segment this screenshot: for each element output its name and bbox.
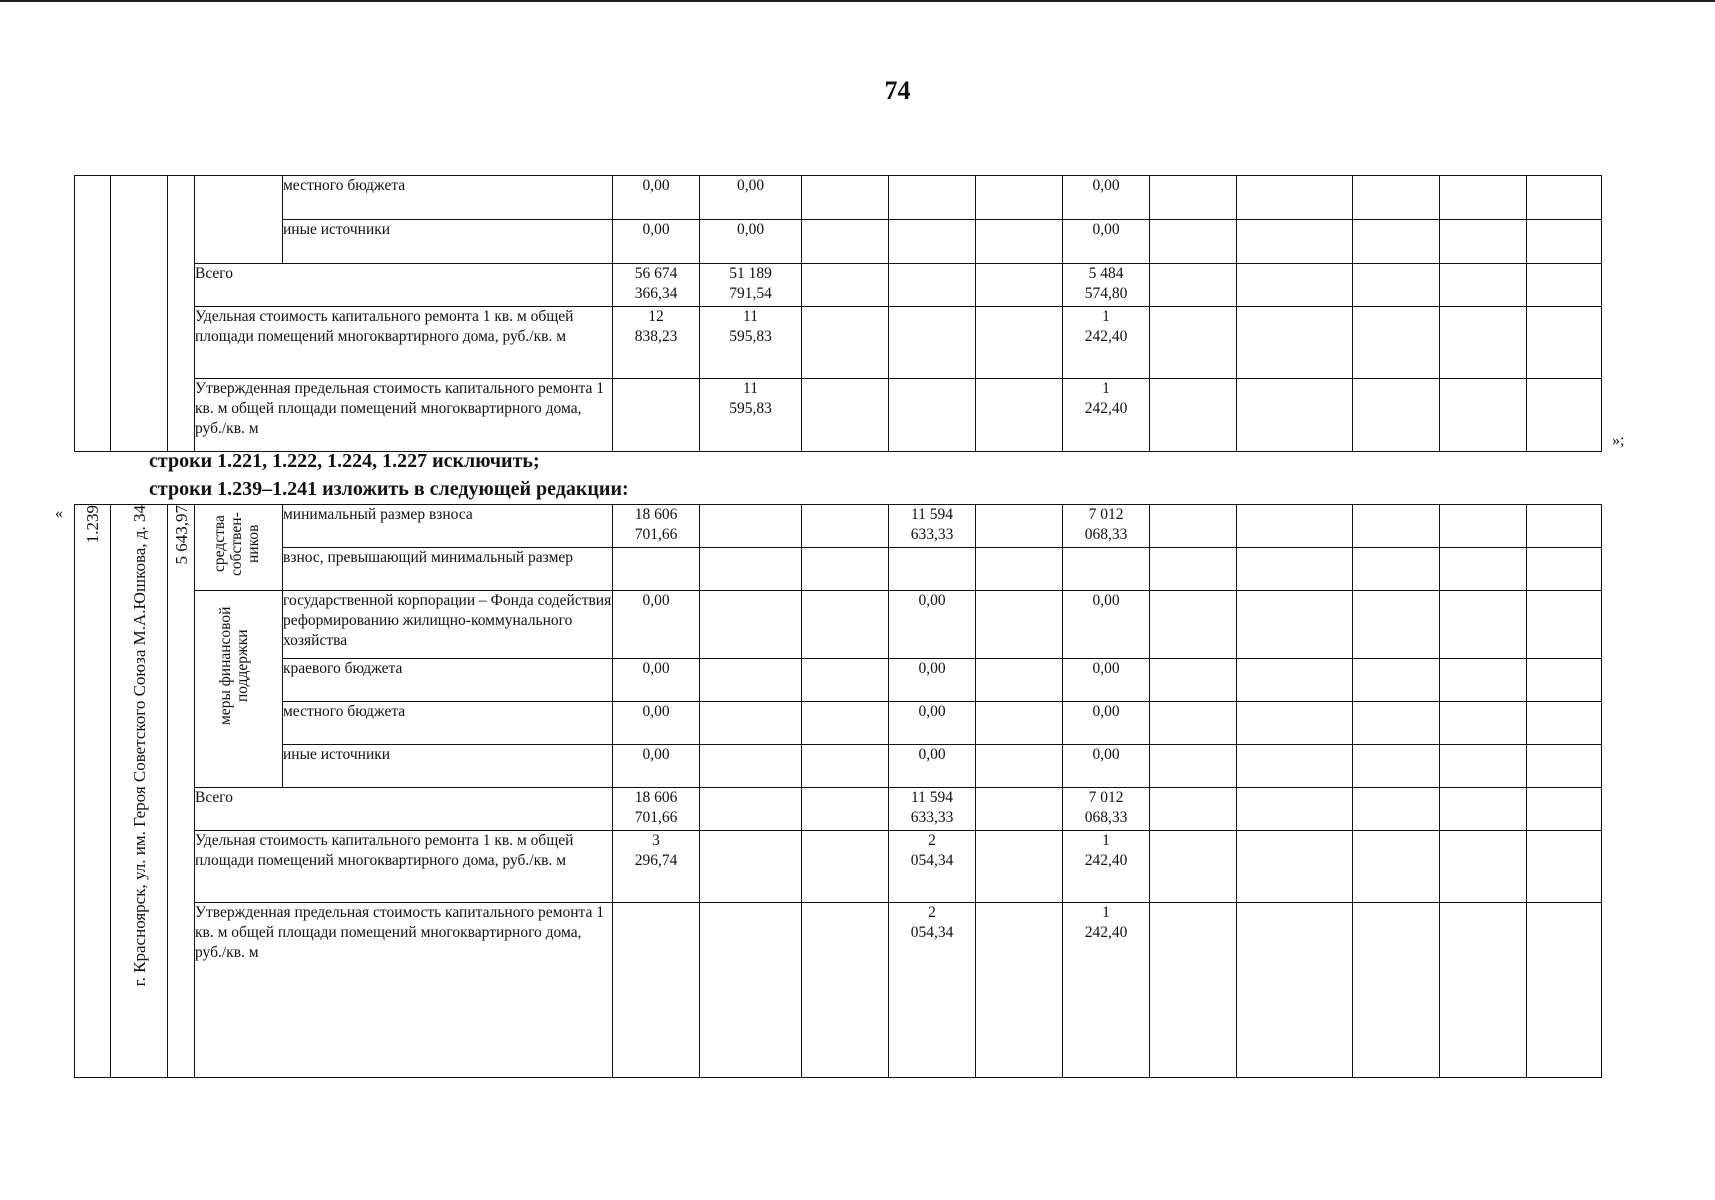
cell-empty: [1237, 548, 1353, 591]
value-cell: 5 484 574,80: [1063, 264, 1150, 307]
cell-empty: [802, 379, 889, 452]
cell-empty: [802, 788, 889, 831]
cell-empty: [1150, 659, 1237, 702]
cell-empty: [700, 788, 802, 831]
cell-empty: [889, 220, 976, 264]
cell-empty: [700, 903, 802, 1078]
cell-empty: [1063, 548, 1150, 591]
cell-empty: [1150, 745, 1237, 788]
cell-empty: [700, 591, 802, 659]
cell-empty: [1353, 659, 1440, 702]
cell-empty: [1527, 788, 1602, 831]
row-label: краевого бюджета: [283, 659, 613, 702]
cell-empty: [613, 903, 700, 1078]
cell-empty: [1150, 307, 1237, 379]
cell-empty: [700, 745, 802, 788]
cell-empty: [1237, 788, 1353, 831]
cell-empty: [1440, 220, 1527, 264]
cell-empty: [1440, 903, 1527, 1078]
table-row: [75, 264, 1602, 307]
cell-empty: [802, 702, 889, 745]
cell-empty: [700, 831, 802, 903]
cell-empty: [976, 788, 1063, 831]
cell-empty: [1527, 505, 1602, 548]
cell-empty: [802, 591, 889, 659]
value-cell: 1 242,40: [1063, 831, 1150, 903]
cell-empty: [889, 548, 976, 591]
cell-empty: [1527, 702, 1602, 745]
value-cell: 18 606 701,66: [613, 505, 700, 548]
row-label: местного бюджета: [283, 176, 613, 220]
cell-empty: [802, 307, 889, 379]
cell-empty: [1353, 548, 1440, 591]
cell-empty: [1150, 220, 1237, 264]
cell-empty: [1150, 831, 1237, 903]
cell-empty: [1440, 379, 1527, 452]
table-row: [75, 831, 1602, 903]
value-cell: 0,00: [889, 745, 976, 788]
value-cell: 0,00: [1063, 659, 1150, 702]
row-label: Удельная стоимость капитального ремонта 1 кв. м общей площади помещений многоквартирного дома, руб./кв. м: [195, 831, 613, 903]
value-cell: 2 054,34: [889, 903, 976, 1078]
cell-empty: [1353, 176, 1440, 220]
cell-empty: [195, 176, 283, 264]
table-row: [75, 903, 1602, 1078]
cell-empty: [976, 176, 1063, 220]
cell-empty: [1527, 831, 1602, 903]
note-amend: строки 1.239–1.241 изложить в следующей редакции:: [149, 478, 629, 500]
cell-empty: [1440, 591, 1527, 659]
value-cell: 0,00: [613, 591, 700, 659]
cell-empty: [889, 379, 976, 452]
cell-empty: [976, 307, 1063, 379]
cell-empty: [1353, 264, 1440, 307]
value-cell: 0,00: [1063, 591, 1150, 659]
cell-empty: [1527, 220, 1602, 264]
cell-empty: [802, 220, 889, 264]
cell-empty: [75, 176, 111, 452]
row-label: Всего: [195, 788, 613, 831]
cell-empty: [1440, 307, 1527, 379]
cell-empty: [700, 505, 802, 548]
group-financial-support: меры финансовой поддержки: [195, 591, 283, 788]
value-cell: 11 595,83: [700, 307, 802, 379]
cell-empty: [1353, 220, 1440, 264]
value-cell: 0,00: [613, 702, 700, 745]
cell-empty: [1353, 903, 1440, 1078]
cell-empty: [1353, 831, 1440, 903]
cell-empty: [1440, 548, 1527, 591]
value-cell: 7 012 068,33: [1063, 788, 1150, 831]
value-cell: 0,00: [1063, 745, 1150, 788]
cell-empty: [1440, 176, 1527, 220]
value-cell: 18 606 701,66: [613, 788, 700, 831]
cell-empty: [613, 548, 700, 591]
table-row: [75, 702, 1602, 745]
cell-empty: [1527, 745, 1602, 788]
cell-empty: [1237, 831, 1353, 903]
cell-empty: [168, 176, 195, 452]
value-cell: 11 595,83: [700, 379, 802, 452]
value-cell: 0,00: [613, 220, 700, 264]
scan-border: [0, 0, 1715, 2]
row-label: Утвержденная предельная стоимость капитального ремонта 1 кв. м общей площади помещений многоквартирного дома, руб./кв. м: [195, 903, 613, 1078]
table-row: [75, 220, 1602, 264]
cell-empty: [1440, 745, 1527, 788]
cell-empty: [1237, 307, 1353, 379]
table-row: [75, 176, 1602, 220]
row-label: Удельная стоимость капитального ремонта 1 кв. м общей площади помещений многоквартирного дома, руб./кв. м: [195, 307, 613, 379]
cell-empty: [1150, 264, 1237, 307]
cell-empty: [802, 659, 889, 702]
value-cell: 0,00: [889, 702, 976, 745]
cell-empty: [1237, 176, 1353, 220]
cell-empty: [1527, 591, 1602, 659]
cell-empty: [976, 702, 1063, 745]
cell-empty: [1353, 745, 1440, 788]
cell-empty: [976, 591, 1063, 659]
cell-empty: [1440, 264, 1527, 307]
value-cell: 0,00: [700, 176, 802, 220]
row-label: Утвержденная предельная стоимость капитального ремонта 1 кв. м общей площади помещений многоквартирного дома, руб./кв. м: [195, 379, 613, 452]
cell-empty: [1237, 505, 1353, 548]
value-cell: 0,00: [889, 591, 976, 659]
row-label: иные источники: [283, 220, 613, 264]
cell-empty: [976, 659, 1063, 702]
group-owners-funds: средства собствен-ников: [195, 505, 283, 591]
cell-empty: [1527, 903, 1602, 1078]
cell-empty: [1150, 379, 1237, 452]
top-table: [74, 175, 1602, 452]
value-cell: 0,00: [700, 220, 802, 264]
cell-empty: [802, 176, 889, 220]
cell-empty: [1237, 591, 1353, 659]
cell-empty: [1150, 591, 1237, 659]
table-row: [75, 788, 1602, 831]
value-cell: 11 594 633,33: [889, 788, 976, 831]
opening-quote: «: [55, 505, 63, 522]
value-cell: 1 242,40: [1063, 903, 1150, 1078]
cell-empty: [1353, 307, 1440, 379]
cell-empty: [1527, 548, 1602, 591]
value-cell: 7 012 068,33: [1063, 505, 1150, 548]
cell-empty: [1440, 702, 1527, 745]
cell-empty: [976, 548, 1063, 591]
value-cell: 12 838,23: [613, 307, 700, 379]
cell-empty: [802, 903, 889, 1078]
cell-empty: [1440, 505, 1527, 548]
table-row: [75, 591, 1602, 659]
row-label: минимальный размер взноса: [283, 505, 613, 548]
value-cell: 0,00: [1063, 176, 1150, 220]
cell-empty: [1237, 264, 1353, 307]
cell-empty: [1440, 788, 1527, 831]
table-row: [75, 745, 1602, 788]
cell-empty: [700, 548, 802, 591]
cell-empty: [1237, 659, 1353, 702]
cell-empty: [802, 831, 889, 903]
note-exclude: строки 1.221, 1.222, 1.224, 1.227 исключить;: [149, 450, 540, 472]
cell-empty: [1237, 903, 1353, 1078]
cell-empty: [889, 264, 976, 307]
cell-empty: [889, 307, 976, 379]
value-cell: 0,00: [613, 176, 700, 220]
cell-empty: [1150, 548, 1237, 591]
table-row: [75, 505, 1602, 548]
cell-empty: [976, 903, 1063, 1078]
cell-empty: [700, 702, 802, 745]
cell-empty: [976, 831, 1063, 903]
cell-empty: [613, 379, 700, 452]
cell-empty: [976, 379, 1063, 452]
cell-empty: [1237, 745, 1353, 788]
cell-empty: [802, 745, 889, 788]
page-number: 74: [884, 76, 911, 105]
bottom-table: [74, 504, 1602, 1078]
cell-empty: [1440, 831, 1527, 903]
cell-empty: [111, 176, 168, 452]
row-number: 1.239: [75, 505, 111, 1078]
cell-empty: [700, 659, 802, 702]
cell-empty: [1353, 505, 1440, 548]
cell-empty: [1237, 702, 1353, 745]
cell-empty: [1353, 591, 1440, 659]
cell-empty: [1527, 379, 1602, 452]
value-cell: 3 296,74: [613, 831, 700, 903]
cell-empty: [1237, 220, 1353, 264]
address: г. Красноярск, ул. им. Героя Советского Союза М.А.Юшкова, д. 34: [111, 505, 168, 1078]
cell-empty: [1527, 659, 1602, 702]
cell-empty: [1237, 379, 1353, 452]
cell-empty: [1527, 307, 1602, 379]
cell-empty: [1353, 788, 1440, 831]
cell-empty: [1150, 505, 1237, 548]
cell-empty: [976, 220, 1063, 264]
value-cell: 0,00: [889, 659, 976, 702]
cell-empty: [1150, 903, 1237, 1078]
value-cell: 2 054,34: [889, 831, 976, 903]
table-row: [75, 379, 1602, 452]
value-cell: 1 242,40: [1063, 379, 1150, 452]
table-row: [75, 548, 1602, 591]
value-cell: 0,00: [1063, 702, 1150, 745]
value-cell: 1 242,40: [1063, 307, 1150, 379]
cell-empty: [1440, 659, 1527, 702]
row-label: взнос, превышающий минимальный размер: [283, 548, 613, 591]
cell-empty: [1150, 176, 1237, 220]
row-label: государственной корпорации – Фонда содействия реформированию жилищно-коммунального хозяйства: [283, 591, 613, 659]
cell-empty: [1150, 788, 1237, 831]
cell-empty: [1527, 176, 1602, 220]
value-cell: 51 189 791,54: [700, 264, 802, 307]
value-cell: 11 594 633,33: [889, 505, 976, 548]
area: 5 643,97: [168, 505, 195, 1078]
row-label: Всего: [195, 264, 613, 307]
value-cell: 0,00: [1063, 220, 1150, 264]
table-row: [75, 307, 1602, 379]
cell-empty: [1353, 702, 1440, 745]
cell-empty: [802, 505, 889, 548]
cell-empty: [976, 745, 1063, 788]
cell-empty: [976, 505, 1063, 548]
row-label: местного бюджета: [283, 702, 613, 745]
cell-empty: [802, 548, 889, 591]
value-cell: 0,00: [613, 659, 700, 702]
value-cell: 56 674 366,34: [613, 264, 700, 307]
cell-empty: [1150, 702, 1237, 745]
cell-empty: [976, 264, 1063, 307]
cell-empty: [1353, 379, 1440, 452]
cell-empty: [1527, 264, 1602, 307]
cell-empty: [802, 264, 889, 307]
row-label: иные источники: [283, 745, 613, 788]
cell-empty: [889, 176, 976, 220]
table-row: [75, 659, 1602, 702]
closing-quote: »;: [1612, 432, 1625, 449]
value-cell: 0,00: [613, 745, 700, 788]
